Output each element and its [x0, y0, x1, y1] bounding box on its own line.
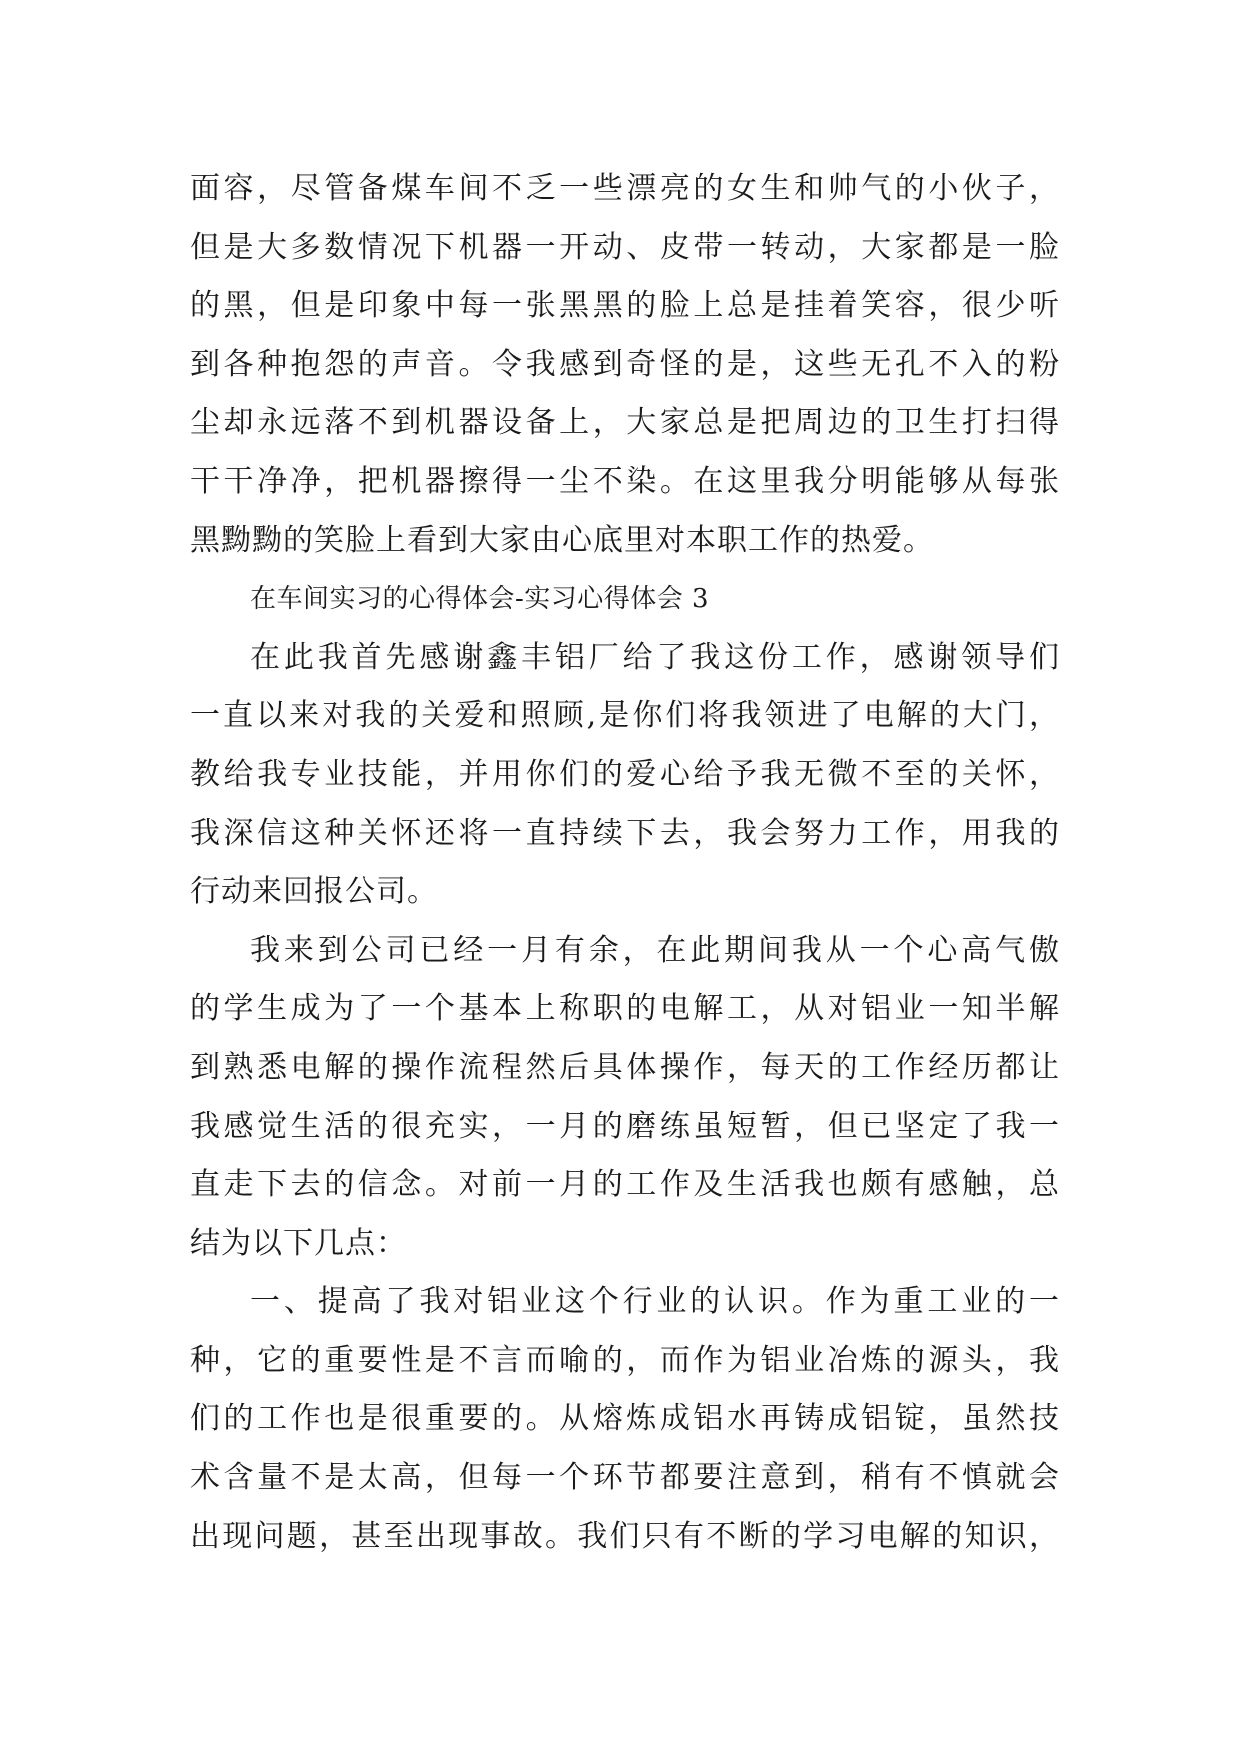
text-line: 一直以来对我的关爱和照顾,是你们将我领进了电解的大门，	[190, 698, 1060, 734]
text-line: 面容，尽管备煤车间不乏一些漂亮的女生和帅气的小伙子，	[190, 171, 1060, 206]
text-line: 我来到公司已经一月有余，在此期间我从一个心高气傲	[250, 932, 1060, 968]
text-line: 我感觉生活的很充实，一月的磨练虽短暂，但已坚定了我一	[190, 1108, 1060, 1144]
section-heading: 在车间实习的心得体会-实习心得体会 3	[250, 584, 710, 615]
text-line: 术含量不是太高，但每一个环节都要注意到，稍有不慎就会	[190, 1460, 1060, 1496]
text-line: 的黑，但是印象中每一张黑黑的脸上总是挂着笑容，很少听	[190, 288, 1060, 324]
text-line: 教给我专业技能，并用你们的爱心给予我无微不至的关怀，	[190, 756, 1060, 792]
text-line: 行动来回报公司。	[190, 874, 438, 910]
text-line: 到熟悉电解的操作流程然后具体操作，每天的工作经历都让	[190, 1049, 1060, 1085]
text-line: 尘却永远落不到机器设备上，大家总是把周边的卫生打扫得	[190, 405, 1060, 441]
text-line: 在此我首先感谢鑫丰铝厂给了我这份工作，感谢领导们	[250, 639, 1060, 675]
text-line: 我深信这种关怀还将一直持续下去，我会努力工作，用我的	[190, 815, 1060, 851]
text-line: 出现问题，甚至出现事故。我们只有不断的学习电解的知识，	[190, 1518, 1060, 1554]
text-line: 到各种抱怨的声音。令我感到奇怪的是，这些无孔不入的粉	[190, 346, 1060, 382]
text-line: 种，它的重要性是不言而喻的，而作为铝业冶炼的源头，我	[190, 1342, 1060, 1378]
text-line: 干干净净，把机器擦得一尘不染。在这里我分明能够从每张	[190, 463, 1060, 499]
text-line: 直走下去的信念。对前一月的工作及生活我也颇有感触，总	[190, 1167, 1060, 1203]
text-line: 但是大多数情况下机器一开动、皮带一转动，大家都是一脸	[190, 229, 1060, 265]
document-body	[190, 160, 1060, 1566]
text-line: 一、提高了我对铝业这个行业的认识。作为重工业的一	[250, 1284, 1060, 1320]
text-line: 结为以下几点：	[190, 1225, 407, 1261]
text-line: 们的工作也是很重要的。从熔炼成铝水再铸成铝锭，虽然技	[190, 1401, 1060, 1437]
text-line: 的学生成为了一个基本上称职的电解工，从对铝业一知半解	[190, 991, 1060, 1027]
text-line: 黑黝黝的笑脸上看到大家由心底里对本职工作的热爱。	[190, 522, 934, 558]
